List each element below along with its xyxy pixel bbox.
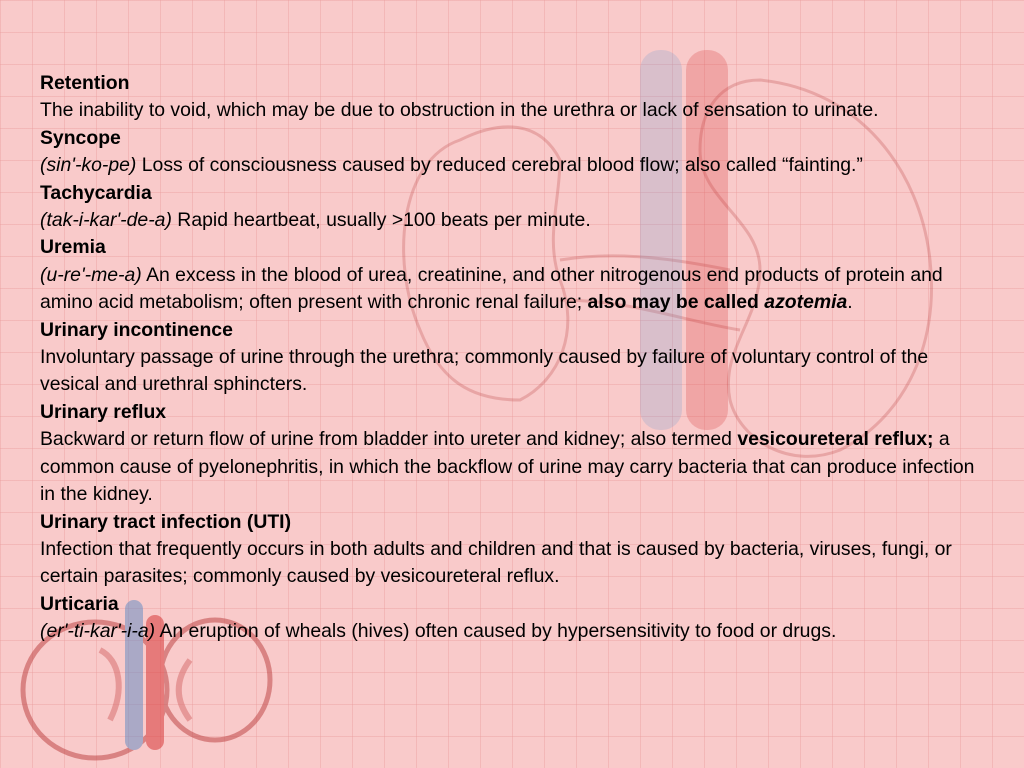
term-urinary-reflux: Urinary reflux [40, 400, 167, 423]
definition-urticaria [40, 618, 990, 645]
term-uti: Urinary tract infection (UTI) [40, 510, 292, 533]
definition-uremia-azotemia: azotemia [764, 291, 848, 314]
definition-urinary-reflux-emphasis: vesicoureteral reflux; [737, 428, 934, 451]
definition-retention: The inability to void, which may be due to obstruction in the urethra or lack of sensation to urinate. [40, 99, 879, 122]
definition-uremia-text: An excess in the blood of urea, creatinine, and other nitrogenous end products of protein and amino acid metabolism; often present with chronic renal failure; [40, 263, 943, 314]
pronunciation-urticaria: (er'-ti-kar'-i-a) [40, 620, 156, 643]
term-urinary-incontinence: Urinary incontinence [40, 318, 233, 341]
definition-uremia [40, 262, 990, 317]
definition-uremia-end: . [847, 291, 853, 314]
definition-uti: Infection that frequently occurs in both adults and children and that is caused by bacteria, viruses, fungi, or certain parasites; commonly caused by vesicoureteral reflux. [40, 537, 952, 588]
definition-tachycardia-text: Rapid heartbeat, usually >100 beats per minute. [171, 209, 591, 232]
pronunciation-syncope: (sin'-ko-pe) [40, 154, 137, 177]
term-uremia: Uremia [40, 236, 106, 259]
definition-syncope-text: Loss of consciousness caused by reduced cerebral blood flow; also called “fainting.” [136, 154, 863, 177]
definition-urticaria-text: An eruption of wheals (hives) often caused by hypersensitivity to food or drugs. [155, 620, 837, 643]
pronunciation-tachycardia: (tak-i-kar'-de-a) [40, 209, 172, 232]
term-syncope: Syncope [40, 126, 121, 149]
definition-urinary-reflux-text: Backward or return flow of urine from bladder into ureter and kidney; also termed [40, 428, 738, 451]
term-urticaria: Urticaria [40, 592, 119, 615]
definition-syncope [40, 152, 990, 179]
definition-urinary-reflux-rest: a common cause of pyelonephritis, in which the backflow of urine may carry bacteria that can produce infection in the kidney. [40, 428, 975, 506]
definition-urinary-reflux [40, 426, 990, 508]
glossary-text-block [40, 70, 990, 646]
definition-urinary-incontinence: Involuntary passage of urine through the urethra; commonly caused by failure of voluntary control of the vesical and urethral sphincters. [40, 346, 929, 396]
pronunciation-uremia: (u-re'-me-a) [40, 263, 142, 286]
term-tachycardia: Tachycardia [40, 181, 152, 204]
definition-uremia-emphasis: also may be called [587, 291, 765, 314]
definition-tachycardia [40, 207, 990, 234]
term-retention: Retention [40, 72, 130, 94]
